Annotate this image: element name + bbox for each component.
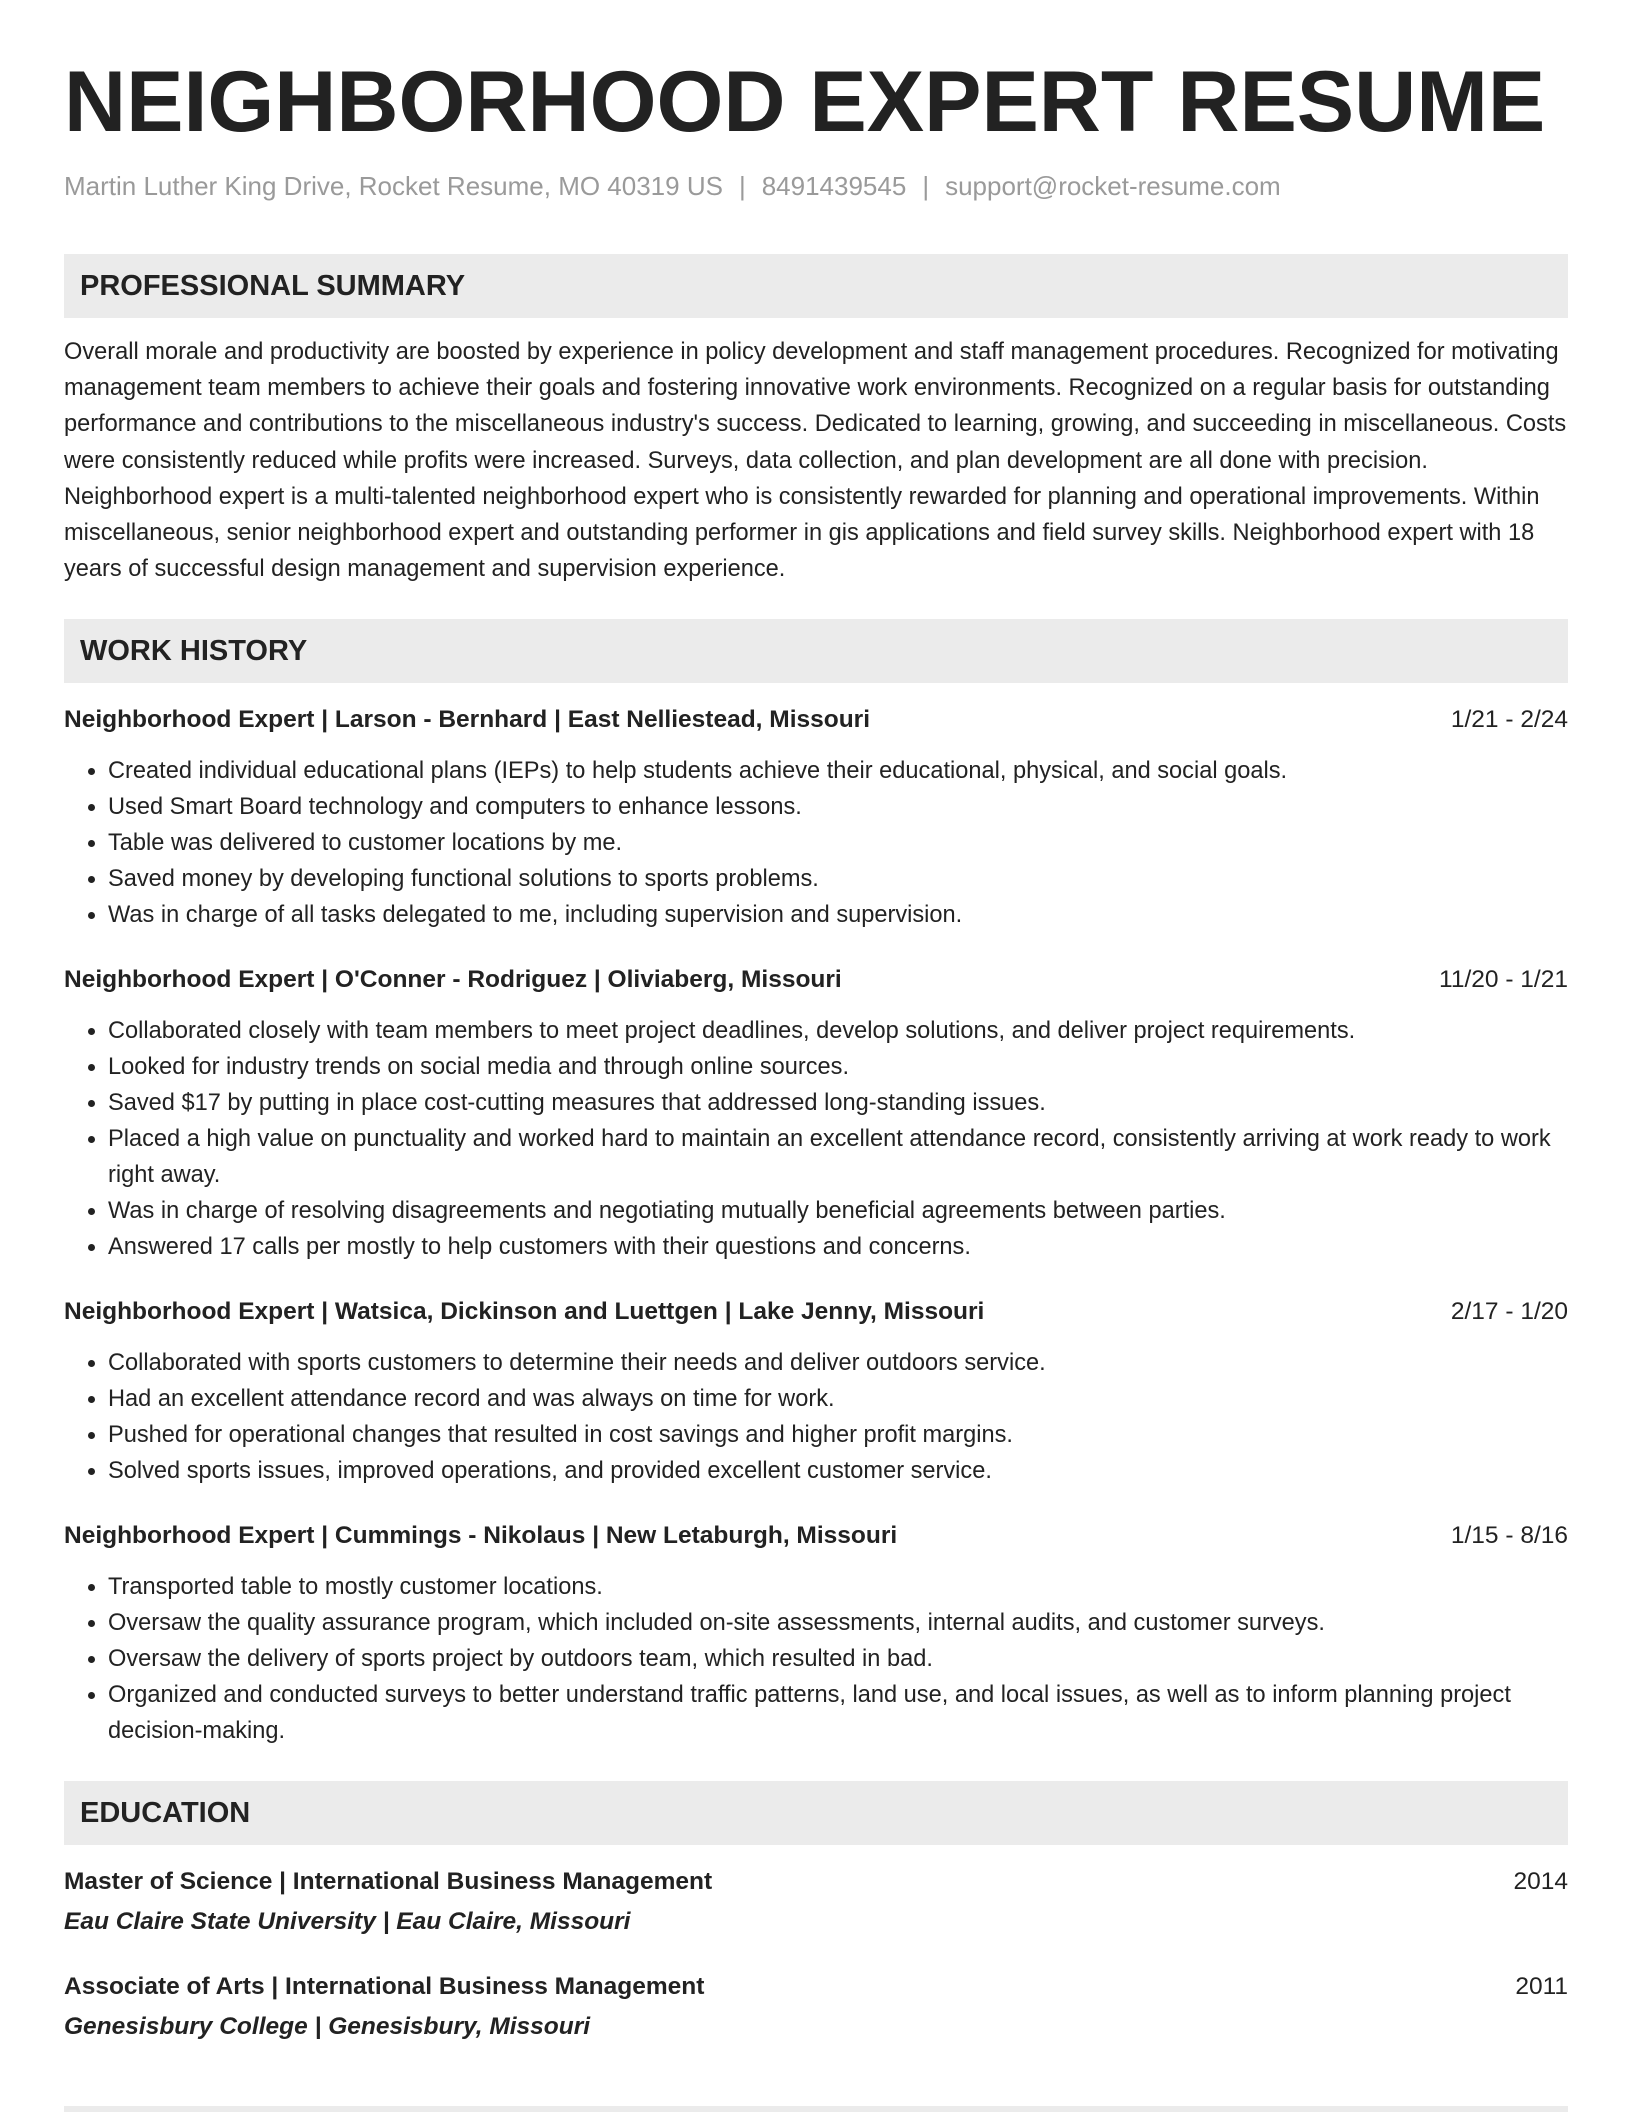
bottom-divider [64, 2106, 1568, 2112]
contact-separator: | [922, 171, 930, 201]
job-bullet-list [64, 1013, 1568, 1265]
job-bullet: • Table was delivered to customer locations by me. [108, 825, 1568, 861]
job-entry [64, 703, 1568, 933]
job-bullet: • Saved $17 by putting in place cost-cutting measures that addressed long-standing issues. [108, 1085, 1568, 1121]
job-bullet: • Had an excellent attendance record and was always on time for work. [108, 1381, 1568, 1417]
job-bullet-list [64, 1345, 1568, 1489]
job-header-row [64, 963, 1568, 997]
contact-email: support@rocket-resume.com [945, 171, 1281, 201]
job-bullet: • Collaborated with sports customers to determine their needs and deliver outdoors service. [108, 1345, 1568, 1381]
job-bullet: • Placed a high value on punctuality and worked hard to maintain an excellent attendance record, consistently arriving at work ready to work right away. [108, 1121, 1568, 1193]
education-school: Genesisbury College | Genesisbury, Missouri [64, 2013, 591, 2041]
job-entry [64, 963, 1568, 1265]
job-header-row [64, 1519, 1568, 1553]
job-header-row [64, 1295, 1568, 1329]
contact-address: Martin Luther King Drive, Rocket Resume, MO 40319 US [64, 171, 723, 201]
job-bullet: • Pushed for operational changes that resulted in cost savings and higher profit margins. [108, 1417, 1568, 1453]
job-dates: 1/15 - 8/16 [1450, 1522, 1568, 1550]
job-entry [64, 1519, 1568, 1749]
job-bullet: • Created individual educational plans (IEPs) to help students achieve their educational, physical, and social goals. [108, 753, 1568, 789]
job-dates: 1/21 - 2/24 [1450, 706, 1568, 734]
job-bullet: • Answered 17 calls per mostly to help customers with their questions and concerns. [108, 1229, 1568, 1265]
job-header-row [64, 703, 1568, 737]
job-bullet-list [64, 1569, 1568, 1749]
education-year: 2014 [1513, 1868, 1568, 1896]
contact-phone: 8491439545 [761, 171, 907, 201]
education-entry [64, 1970, 1568, 2045]
job-bullet: • Was in charge of all tasks delegated to me, including supervision and supervision. [108, 897, 1568, 933]
job-bullet: • Was in charge of resolving disagreements and negotiating mutually beneficial agreements between parties. [108, 1193, 1568, 1229]
job-bullet: • Looked for industry trends on social media and through online sources. [108, 1049, 1568, 1085]
education-header-row [64, 1865, 1568, 1899]
job-bullet: • Oversaw the delivery of sports project by outdoors team, which resulted in bad. [108, 1641, 1568, 1677]
education-school: Eau Claire State University | Eau Claire, Missouri [64, 1908, 631, 1936]
professional-summary-heading: PROFESSIONAL SUMMARY [64, 254, 1568, 318]
job-bullet: • Organized and conducted surveys to better understand traffic patterns, land use, and local issues, as well as to inform planning project decision-making. [108, 1677, 1568, 1749]
resume-title: NEIGHBORHOOD EXPERT RESUME [64, 54, 1546, 150]
work-history-heading: WORK HISTORY [64, 619, 1568, 683]
education-year: 2011 [1515, 1973, 1568, 2001]
job-title: Neighborhood Expert | O'Conner - Rodriguez | Oliviaberg, Missouri [64, 966, 842, 994]
job-bullet: • Oversaw the quality assurance program, which included on-site assessments, internal audits, and customer surveys. [108, 1605, 1568, 1641]
education-degree: Associate of Arts | International Business Management [64, 1973, 705, 2001]
education-entry [64, 1865, 1568, 1940]
job-bullet: • Transported table to mostly customer locations. [108, 1569, 1568, 1605]
job-bullet: • Used Smart Board technology and computers to enhance lessons. [108, 789, 1568, 825]
professional-summary-text: Overall morale and productivity are boosted by experience in policy development and staff management procedures. Recognized for motivating management team members to achieve their goals and fostering innovative work environments. Recognized on a regular basis for outstanding performance and contributions to the miscellaneous industry's success. Dedicated to learning, growing, and succeeding in miscellaneous. Costs were consistently reduced while profits were increased. Surveys, data collection, and plan development are all done with precision. Neighborhood expert is a multi-talented neighborhood expert who is consistently rewarded for planning and operational improvements. Within miscellaneous, senior neighborhood expert and outstanding performer in gis applications and field survey skills. Neighborhood expert with 18 years of successful design management and supervision experience. [64, 339, 1567, 583]
education-header-row [64, 1970, 1568, 2004]
job-bullet: • Saved money by developing functional solutions to sports problems. [108, 861, 1568, 897]
job-title: Neighborhood Expert | Watsica, Dickinson and Luettgen | Lake Jenny, Missouri [64, 1298, 985, 1326]
job-entry [64, 1295, 1568, 1489]
contact-separator: | [738, 171, 746, 201]
job-title: Neighborhood Expert | Larson - Bernhard | East Nelliestead, Missouri [64, 706, 871, 734]
education-degree: Master of Science | International Business Management [64, 1868, 713, 1896]
job-bullet: • Solved sports issues, improved operations, and provided excellent customer service. [108, 1453, 1568, 1489]
job-title: Neighborhood Expert | Cummings - Nikolaus | New Letaburgh, Missouri [64, 1522, 898, 1550]
job-dates: 2/17 - 1/20 [1450, 1298, 1568, 1326]
job-dates: 11/20 - 1/21 [1439, 966, 1568, 994]
job-bullet-list [64, 753, 1568, 933]
contact-line [64, 168, 1568, 204]
job-bullet: • Collaborated closely with team members to meet project deadlines, develop solutions, and deliver project requirements. [108, 1013, 1568, 1049]
education-heading: EDUCATION [64, 1781, 1568, 1845]
